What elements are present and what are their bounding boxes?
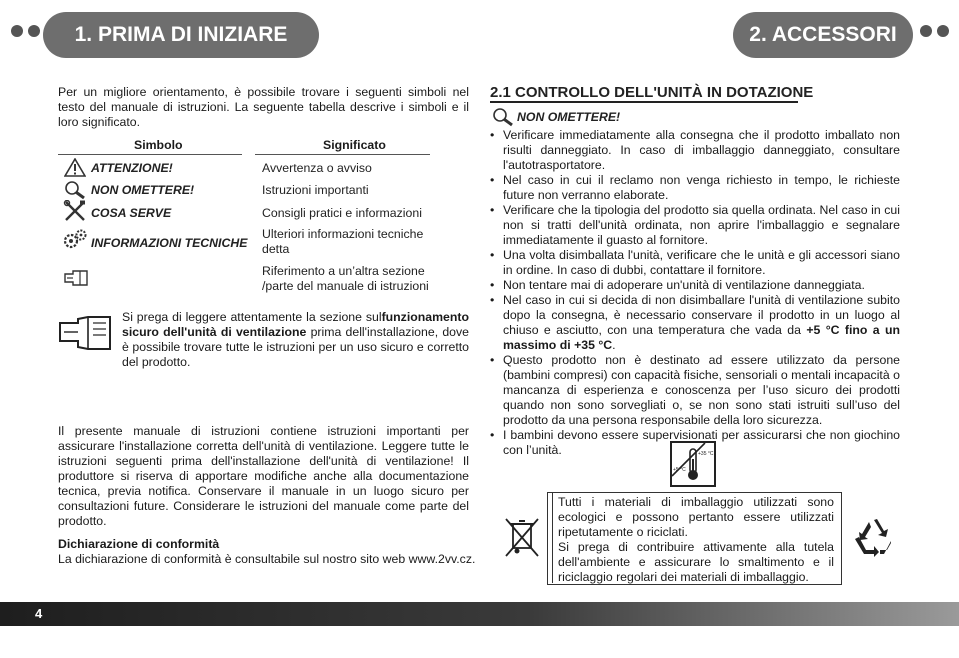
book-reference-icon — [64, 269, 88, 287]
symbol-attenzione: ATTENZIONE! — [91, 161, 173, 175]
list-item: • Non tentare mai di adoperare un'unità di ventilazione danneggiata. — [490, 278, 900, 293]
temp-high-label: +35 °C — [698, 451, 714, 457]
tools-icon — [63, 200, 87, 222]
meaning-riferimento: Riferimento a un’altra sezione /parte del manuale di istruzioni — [262, 264, 429, 293]
recycling-text-2: Si prega di contribuire attivamente alla tutela dell'ambiente e assicurare lo smaltimento e il riciclaggio regolari dei materiali di imballaggio. — [558, 540, 834, 584]
magnifier-icon — [492, 107, 514, 127]
temperature-range-icon — [670, 441, 716, 487]
temp-low-label: +5 °C — [673, 467, 686, 473]
list-item: • Questo prodotto non è destinato ad essere utilizzato da persone (bambini compresi) con capacità fisiche, sensoriali o mentali incapacità o mancanza di esperienza e conoscenza per l’uso sicuro dei prodotti quando non sono sorvegliati o, se non sono stati istruiti sull’uso del prodotto da una persona responsabile della loro sicurezza. — [490, 353, 900, 428]
conformity-text: La dichiarazione di conformità è consultabile sul nostro sito web www.2vv.cz. — [58, 552, 476, 566]
recycling-text-1: Tutti i materiali di imballaggio utilizzati sono ecologici e possono pertanto essere utilizzati ripetutamente o riciclati. — [558, 495, 834, 539]
meaning-cosa-serve: Consigli pratici e informazioni — [262, 206, 422, 220]
warning-triangle-icon — [64, 158, 86, 177]
intro-paragraph: Per un migliore orientamento, è possibile trovare i seguenti simboli nel testo del manuale di istruzioni. La seguente tabella descrive i simboli e il loro significato. — [58, 85, 469, 129]
footer-bar — [0, 602, 959, 626]
list-item: • I bambini devono essere supervisionati per assicurarsi che non giochino con l’unità. — [490, 428, 900, 458]
header-dots-right — [920, 25, 949, 37]
table-rule-meaning — [255, 154, 430, 155]
storage-period: . — [612, 338, 616, 352]
storage-text: Nel caso in cui si decida di non disimballare l'unità di ventilazione subito dopo la consegna, è necessario conservare il prodotto in un luogo al chiuso e asciutto, con una temperatura che vada da — [503, 293, 900, 337]
list-item — [490, 293, 900, 353]
meaning-informazioni-tecniche: Ulteriori informazioni tecniche detta — [262, 227, 424, 256]
table-header-meaning: Significato — [323, 138, 386, 152]
section-title-right: 2. ACCESSORI — [733, 12, 913, 58]
symbol-informazioni-tecniche: INFORMAZIONI TECNICHE — [91, 236, 248, 250]
meaning-attenzione: Avvertenza o avviso — [262, 161, 372, 175]
section-title-left: 1. PRIMA DI INIZIARE — [43, 12, 319, 58]
conformity-title: Dichiarazione di conformità — [58, 537, 220, 551]
list-item: • Nel caso in cui il reclamo non venga richiesto in tempo, le richieste future non verranno elaborate. — [490, 173, 900, 203]
gears-icon — [62, 228, 88, 252]
book-hand-icon — [58, 311, 113, 353]
heading-underline — [490, 101, 798, 103]
safety-note — [122, 310, 469, 370]
symbol-cosa-serve: COSA SERVE — [91, 206, 172, 220]
list-item: • Una volta disimballata l'unità, verificare che le unità e gli accessori siano in ordine. In caso di dubbi, contattare il fornitore. — [490, 248, 900, 278]
magnifier-icon — [64, 180, 86, 200]
symbol-non-omettere: NON OMETTERE! — [91, 183, 195, 197]
page-number: 4 — [35, 606, 43, 621]
safety-note-pre: Si prega di leggere attentamente la sezione sul — [122, 310, 382, 324]
safety-note-post: prima dell'installazione, dove è possibile trovare tutte le istruzioni per un uso sicuro e corretto del prodotto. — [122, 325, 469, 369]
non-omettere-label: NON OMETTERE! — [517, 110, 621, 124]
safety-note-bold: funzionamento sicuro dell'unità di ventilazione — [122, 310, 469, 339]
section-heading-2-1: 2.1 CONTROLLO DELL'UNITÀ IN DOTAZIONE — [490, 84, 814, 101]
crossed-bin-icon — [503, 516, 541, 560]
list-item: • Verificare che la tipologia del prodotto sia quella ordinata. Nel caso in cui non si tratti dell'unità ordinata, non aprire l'imballaggio e segnalare immediatamente il guasto al fornitore. — [490, 203, 900, 248]
recycling-box-separator — [552, 492, 553, 583]
table-rule-symbol — [58, 154, 242, 155]
table-header-symbol: Simbolo — [134, 138, 183, 152]
recycle-icon — [853, 517, 895, 557]
meaning-non-omettere: Istruzioni importanti — [262, 183, 369, 197]
header-dots-left — [11, 25, 40, 37]
check-list — [490, 128, 900, 458]
list-item: • Verificare immediatamente alla consegna che il prodotto imballato non risulti danneggiato. In caso di imballaggio danneggiato, consultare l'autotrasportatore. — [490, 128, 900, 173]
storage-temperature: +5 °C fino a un massimo di +35 °C — [503, 323, 900, 352]
manual-paragraph: Il presente manuale di istruzioni contiene istruzioni importanti per assicurare l'installazione corretta dell'unità di ventilazione. Leggere tutte le istruzioni seguenti prima dell'installazione dell'unità di ventilazione! Il produttore si riserva di apportare modifiche anche alla documentazione tecnica, previa notifica. Conservare il manuale in un luogo sicuro per consultazioni future. Considerare le istruzioni del manuale come parte del prodotto. — [58, 424, 469, 528]
